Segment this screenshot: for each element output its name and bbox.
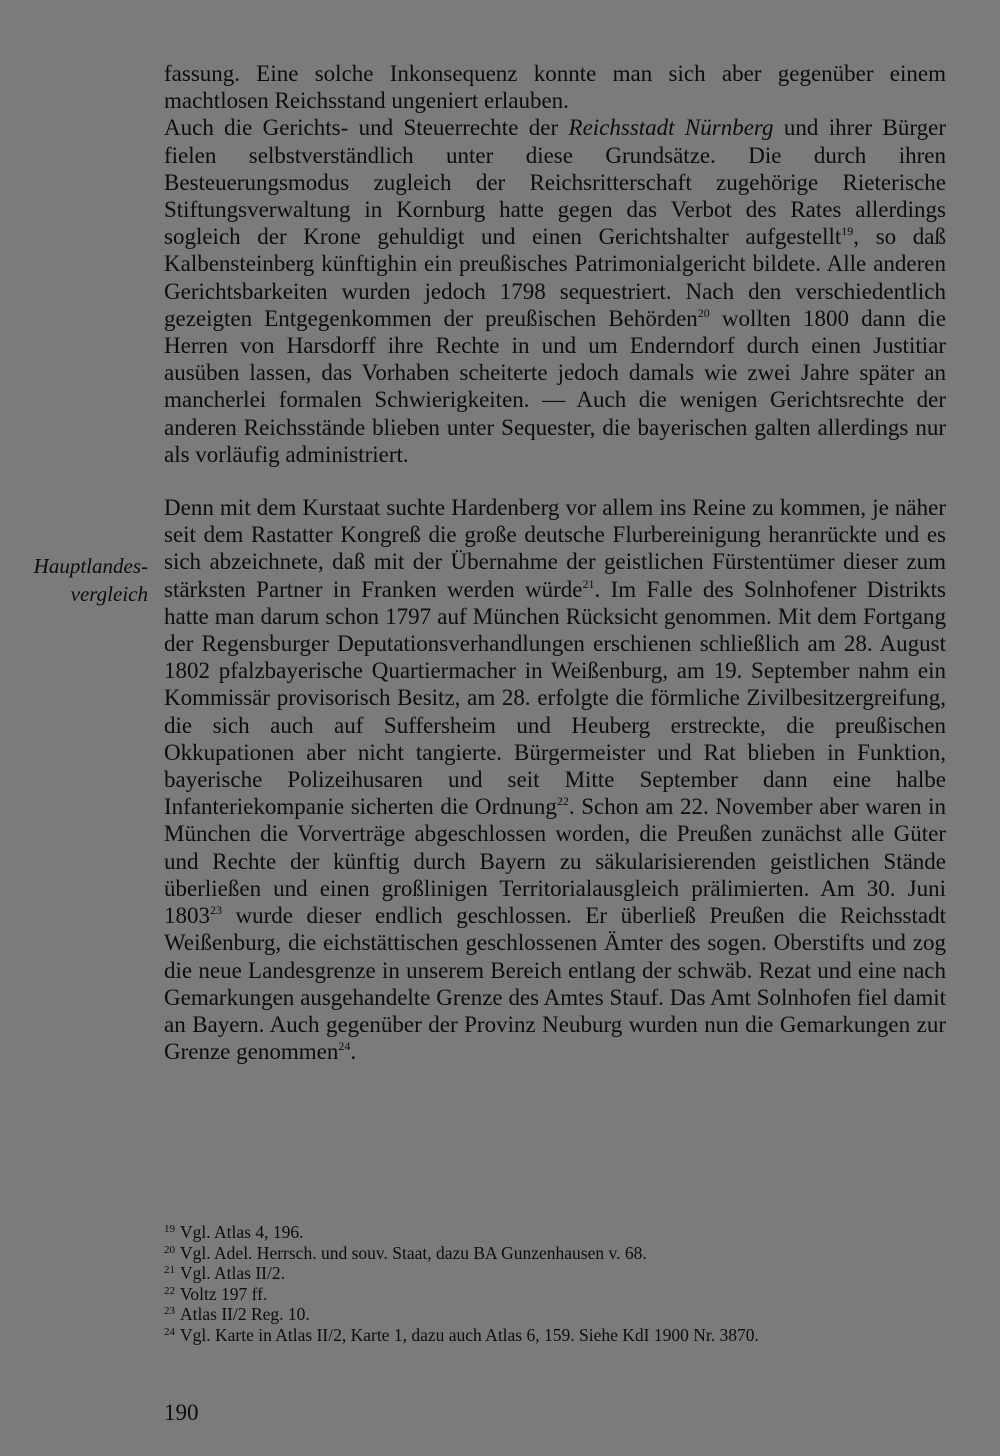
text-segment: wollten 1800 dann die Herren von Harsdorff ihre Rechte in und um Enderndorf durch einen Justitiar ausüben lassen, das Vorhaben scheiterte jedoch damals wie zwei Jahre später an mancherlei formalen Schwierigkeiten. — Auch die wenigen Gerichtsrechte der anderen Reichsstände blieben unter Sequester, die bayerischen galten allerdings nur als vorläufig administriert. bbox=[164, 305, 947, 467]
italic-text: Reichsstadt Nürnberg bbox=[568, 115, 774, 141]
text-segment: und ihrer Bürger fielen selbstverständlich unter diese Grundsätze. Die durch ihren Besteuerungsmodus zugleich der Reichsritterschaft zugehörige Rieterische Stiftungsverwaltung in Kornburg hatte gegen das Verbot des Rates allerdings sogleich der Krone gehuldigt und einen Gerichtshalter aufgestellt bbox=[164, 115, 947, 250]
text-segment: . Im Falle des Solnhofener Distrikts hatte man darum schon 1797 auf München Rücksicht genommen. Mit dem Fortgang der Regensburger Deputationsverhandlungen erschienen schließlich am 28. August 1802 pfalzbayerische Quartiermacher in Weißenburg, am 19. September nahm ein Kommissär provisorisch Besitz, am 28. erfolgte die förmliche Zivilbesitzergreifung, die sich auch auf Suffersheim und Heuberg erstreckte, die preußischen Okkupationen aber nicht tangierte. Bürgermeister und Rat blieben in Funktion, bayerische Polizeihusaren und seit Mitte September dann eine halbe Infanteriekompanie sicherten die Ordnung bbox=[164, 576, 946, 820]
margin-note-line: Hauptlandes- bbox=[33, 554, 148, 578]
footnote-number: 24 bbox=[164, 1325, 175, 1338]
footnote bbox=[164, 1304, 946, 1325]
footnote-number: 23 bbox=[164, 1305, 175, 1317]
footnote-text: Vgl. Karte in Atlas II/2, Karte 1, dazu auch Atlas 6, 159. Siehe KdI 1900 Nr. 3870. bbox=[180, 1324, 759, 1345]
footnote-text: Voltz 197 ff. bbox=[180, 1283, 268, 1304]
page-number: 190 bbox=[164, 1400, 199, 1425]
text-segment: , so daß Kalbensteinberg künftighin ein preußisches Patrimonialgericht bildete. Alle anderen Gerichtsbarkeiten wurden jedoch 1798 sequestriert. Nach den verschiedentlich gezeigten Entgegenkommen der preußischen Behörden bbox=[164, 224, 947, 331]
footnote-number: 19 bbox=[164, 1223, 175, 1235]
text-segment: . bbox=[350, 1039, 357, 1065]
text-segment: Denn mit dem Kurstaat suchte Hardenberg vor allem ins Reine zu kommen, je näher seit dem Rastatter Kongreß die große deutsche Flurbereinigung heranrückte und es sich abzeichnete, daß mit der Übernahme der geistlichen Fürstentümer dieser zum stärksten Partner in Franken werden würde bbox=[164, 495, 946, 602]
footnote bbox=[164, 1325, 946, 1346]
footnote-number: 20 bbox=[164, 1243, 175, 1256]
footnote-text: Vgl. Atlas 4, 196. bbox=[180, 1222, 304, 1242]
margin-note-line: vergleich bbox=[70, 581, 148, 606]
footnote bbox=[164, 1284, 946, 1305]
text-segment: . Schon am 22. November aber waren in München die Vorverträge abgeschlossen worden, die Preußen zunächst alle Güter und Rechte der künftig durch Bayern zu säkularisierenden geistlichen Stände überließen und einen großlinigen Territorialausgleich prälimierten. Am 30. Juni 1803 bbox=[164, 794, 946, 929]
margin-note bbox=[0, 553, 148, 608]
paragraph bbox=[164, 114, 946, 468]
footnote-text: Atlas II/2 Reg. 10. bbox=[180, 1304, 310, 1324]
text-segment: wurde dieser endlich geschlossen. Er überließ Preußen die Reichsstadt Weißenburg, die eichstättischen geschlossenen Ämter des sogen. Oberstifts und zog die neue Landesgrenze in unserem Bereich entlang der schwäb. Rezat und eine nach Gemarkungen ausgehandelte Grenze des Amtes Stauf. Das Amt Solnhofen fiel damit an Bayern. Auch gegenüber der Provinz Neuburg wurden nun die Gemarkungen zur Grenze genommen bbox=[164, 903, 946, 1065]
footnote-ref: 20 bbox=[697, 305, 710, 320]
footnote bbox=[164, 1263, 946, 1284]
footnote bbox=[164, 1243, 946, 1264]
footnote bbox=[164, 1222, 946, 1243]
paragraph bbox=[164, 494, 946, 1065]
footnote-text: Vgl. Adel. Herrsch. und souv. Staat, dazu BA Gunzenhausen v. 68. bbox=[180, 1242, 647, 1263]
paragraph bbox=[164, 60, 946, 114]
footnote-number: 21 bbox=[164, 1264, 175, 1276]
footnote-ref: 21 bbox=[582, 576, 595, 591]
footnote-ref: 24 bbox=[338, 1039, 351, 1054]
footnote-ref: 22 bbox=[556, 794, 569, 809]
footnote-ref: 19 bbox=[841, 224, 854, 239]
footnote-ref: 23 bbox=[210, 903, 222, 918]
text-segment: Auch die Gerichts- und Steuerrechte der bbox=[164, 115, 569, 141]
footnotes bbox=[164, 1222, 946, 1345]
footnote-text: Vgl. Atlas II/2. bbox=[180, 1263, 285, 1283]
footnote-number: 22 bbox=[164, 1284, 175, 1297]
text-segment: fassung. Eine solche Inkonsequenz konnte man sich aber gegenüber einem machtlosen Reichsstand ungeniert erlauben. bbox=[164, 61, 946, 114]
main-text bbox=[164, 60, 946, 1065]
